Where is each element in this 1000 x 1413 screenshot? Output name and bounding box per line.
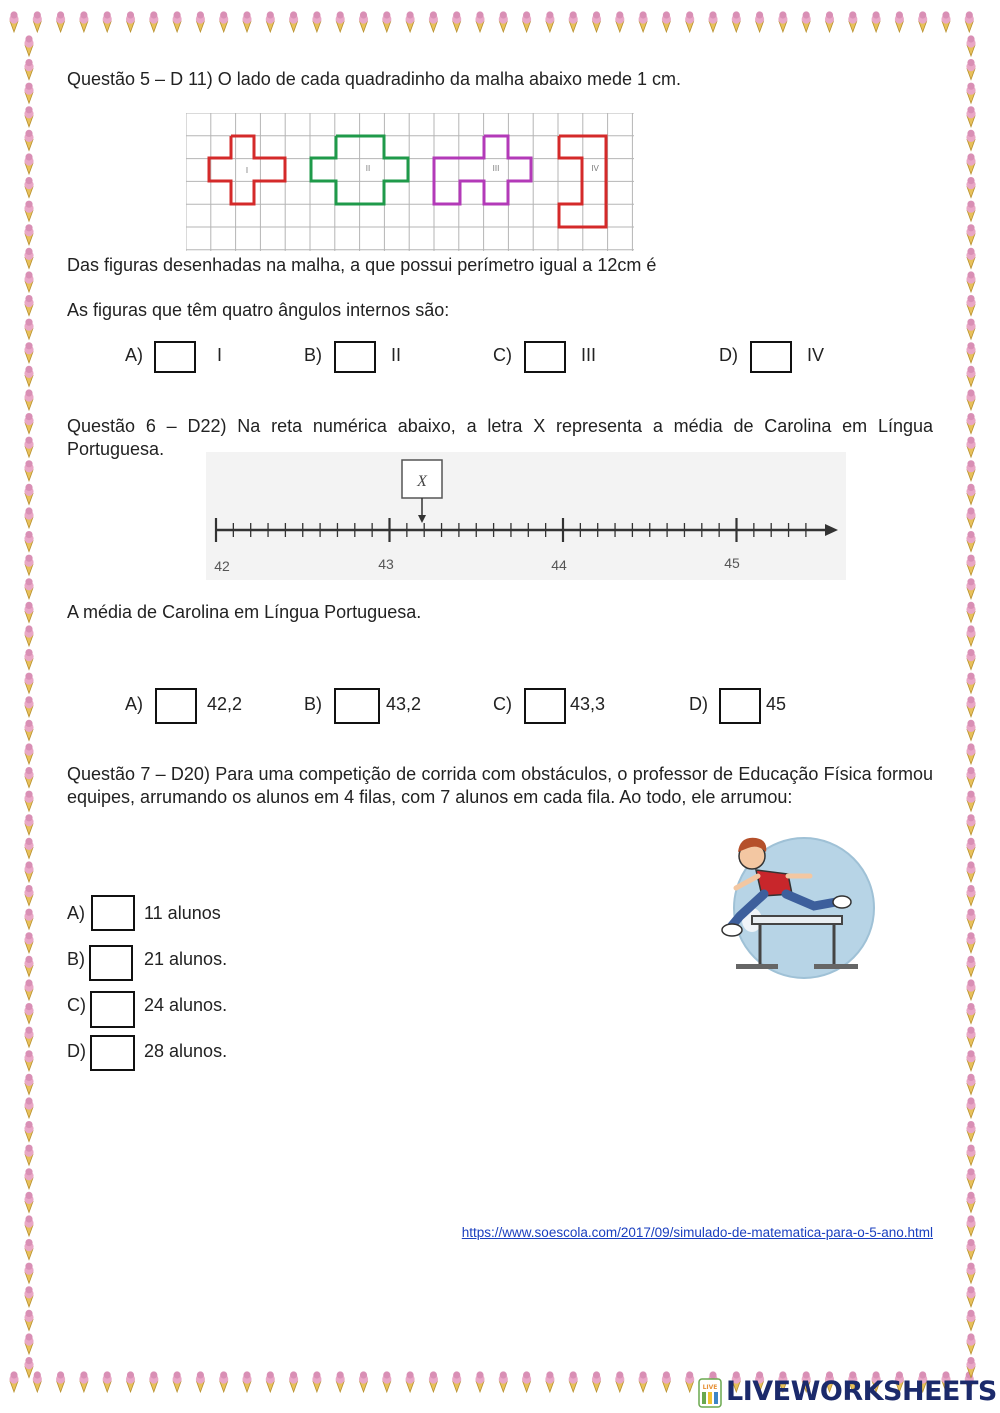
q5-option-a-letter: A) (125, 345, 143, 365)
q7-option-d-label: 28 alunos. (144, 1041, 228, 1061)
q5-option-b-label: II (391, 345, 402, 365)
q6-option-d-label: 45 (766, 694, 787, 714)
q5-option-a-checkbox[interactable] (154, 341, 196, 373)
figure-iii (434, 136, 531, 204)
tick-label-45: 45 (724, 555, 740, 571)
figure-label-iv: IV (591, 164, 599, 173)
q6-option-c-letter: C) (493, 694, 512, 714)
q7-option-b-label: 21 alunos. (144, 949, 228, 969)
q7-option-d-checkbox[interactable] (90, 1035, 135, 1071)
q6-prompt: A média de Carolina em Língua Portuguesa. (67, 602, 422, 622)
q7-option-c-label: 24 alunos. (144, 995, 228, 1015)
q5-option-d-label: IV (807, 345, 825, 365)
q6-option-b-label: 43,2 (386, 694, 422, 714)
q6-option-a-label: 42,2 (207, 694, 243, 714)
q6-option-c-checkbox[interactable] (524, 688, 566, 724)
brand-name: LIVEWORKSHEETS (726, 1376, 997, 1407)
q5-title: Questão 5 – D 11) O lado de cada quadradinho da malha abaixo mede 1 cm. (67, 69, 682, 89)
q7-option-b-letter: B) (67, 949, 85, 969)
liveworksheets-logo[interactable] (698, 1376, 996, 1410)
q5-option-d-letter: D) (719, 345, 738, 365)
x-marker-label: X (417, 473, 427, 490)
q7-option-a-checkbox[interactable] (91, 895, 135, 931)
q7-option-a-label: 11 alunos (144, 903, 221, 923)
q5-grid-figure (186, 113, 634, 251)
q6-option-a-checkbox[interactable] (155, 688, 197, 724)
left-border (14, 0, 44, 1413)
tick-label-43: 43 (378, 556, 394, 572)
q5-option-b-letter: B) (304, 345, 322, 365)
q5-option-b-checkbox[interactable] (334, 341, 376, 373)
q6-option-b-letter: B) (304, 694, 322, 714)
figure-label-i: I (245, 166, 249, 175)
figure-label-ii: II (365, 164, 371, 173)
right-border (956, 0, 986, 1413)
q5-prompt: As figuras que têm quatro ângulos internos são: (67, 300, 450, 320)
q7-option-c-checkbox[interactable] (90, 991, 135, 1028)
q5-option-c-letter: C) (493, 345, 512, 365)
number-line (206, 452, 846, 580)
q5-option-c-checkbox[interactable] (524, 341, 566, 373)
q6-option-c-label: 43,3 (570, 694, 606, 714)
q7-option-b-checkbox[interactable] (89, 945, 133, 981)
q7-option-c-letter: C) (67, 995, 86, 1015)
tick-label-44: 44 (551, 557, 567, 573)
source-link[interactable]: https://www.soescola.com/2017/09/simulado-de-matematica-para-o-5-ano.html (461, 1225, 933, 1240)
q7-title: Questão 7 – D20) Para uma competição de corrida com obstáculos, o professor de Educação Física formou equipes, arrumando os alunos em 4 filas, com 7 alunos em cada fila. Ao todo, ele arrumou: (67, 764, 933, 807)
live-badge-icon (698, 1378, 722, 1408)
hurdler-illustration (718, 832, 886, 982)
number-line-background (206, 452, 846, 580)
live-badge-text: LIVE (702, 1384, 718, 1391)
q7-option-d-letter: D) (67, 1041, 86, 1061)
q6-option-a-letter: A) (125, 694, 143, 714)
q6-option-d-letter: D) (689, 694, 708, 714)
q5-subtitle: Das figuras desenhadas na malha, a que possui perímetro igual a 12cm é (67, 255, 657, 275)
q6-option-b-checkbox[interactable] (334, 688, 380, 724)
q6-title: Questão 6 – D22) Na reta numérica abaixo, a letra X representa a média de Carolina em Língua Portuguesa. (67, 416, 933, 459)
q5-option-a-label: I (217, 345, 223, 365)
q5-option-c-label: III (581, 345, 597, 365)
q5-option-d-checkbox[interactable] (750, 341, 792, 373)
q7-option-a-letter: A) (67, 903, 85, 923)
figure-label-iii: III (492, 164, 500, 173)
q6-option-d-checkbox[interactable] (719, 688, 761, 724)
top-border (0, 8, 1000, 38)
tick-label-42: 42 (214, 558, 230, 574)
